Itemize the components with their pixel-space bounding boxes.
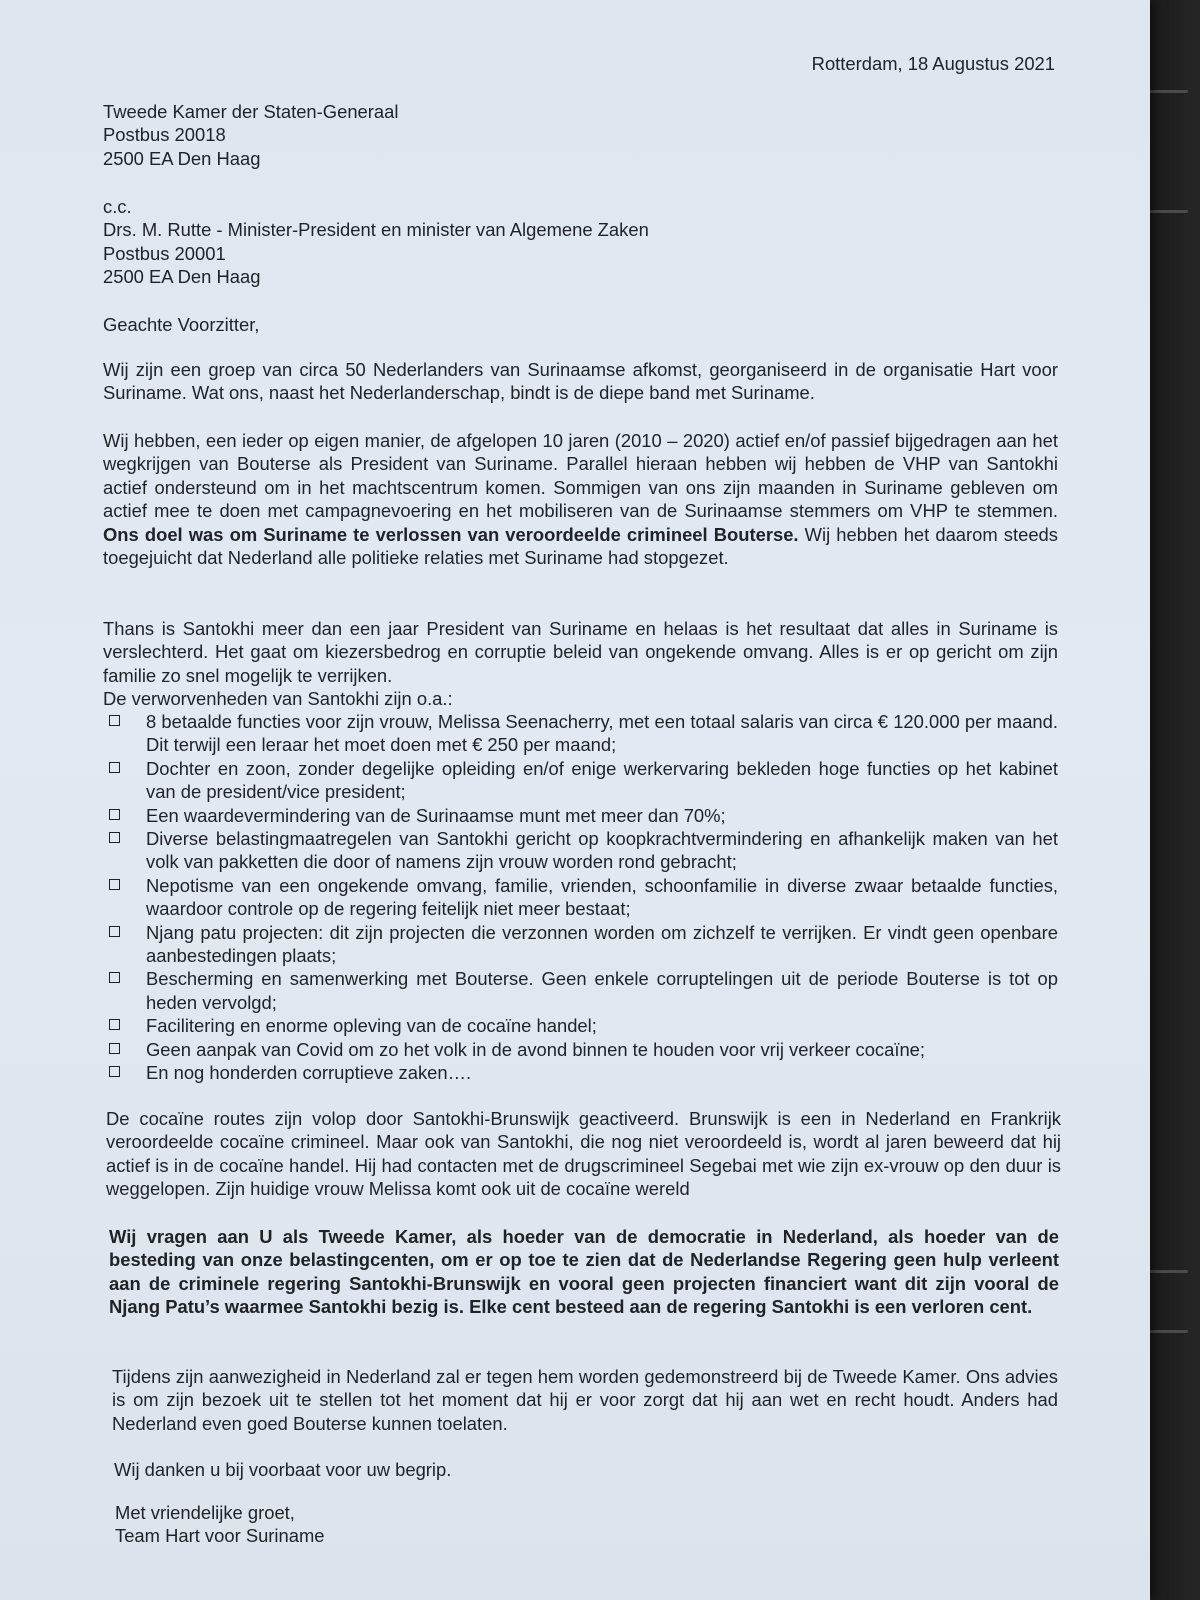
list-item: Diverse belastingmaatregelen van Santokhi gericht op koopkrachtvermindering en afhankelijk maken van het volk van pakketten die door of namens zijn vrouw worden rond gebracht; bbox=[103, 827, 1058, 874]
list-intro: De verworvenheden van Santokhi zijn o.a.: bbox=[103, 688, 453, 709]
checkbox-icon bbox=[109, 926, 120, 937]
list-item: Dochter en zoon, zonder degelijke opleiding en/of enige werkervaring bekleden hoge functies op het kabinet van de president/vice president; bbox=[103, 757, 1058, 804]
list-item: En nog honderden corruptieve zaken…. bbox=[103, 1061, 1058, 1084]
checkbox-icon bbox=[109, 809, 120, 820]
paragraph-cocaine: De cocaïne routes zijn volop door Santokhi-Brunswijk geactiveerd. Brunswijk is een in Nederland en Frankrijk veroordeelde cocaïne crimineel. Maar ook van Santokhi, die nog niet veroordeeld is, wordt al jaren beweerd dat hij actief is in de cocaïne handel. Hij had contacten met de drugscrimineel Segebai met wie zijn ex-vrouw op den duur is weggelopen. Zijn huidige vrouw Melissa komt ook uit de cocaïne wereld bbox=[106, 1108, 1061, 1200]
recipient-name: Tweede Kamer der Staten-Generaal bbox=[103, 101, 399, 122]
paragraph-background-goal: Ons doel was om Suriname te verlossen van veroordeelde crimineel Bouterse. bbox=[103, 523, 799, 545]
recipient-postbus: Postbus 20018 bbox=[103, 124, 226, 146]
list-item: Facilitering en enorme opleving van de cocaïne handel; bbox=[103, 1014, 1058, 1037]
paragraph-request: Wij vragen aan U als Tweede Kamer, als hoeder van de democratie in Nederland, als hoeder van de besteding van onze belastingcenten, om er op toe te zien dat de Nederlandse Regering geen hulp verleent aan de criminele regering Santokhi-Brunswijk en vooral geen projecten financiert want dit zijn vooral de Njang Patu’s waarmee Santokhi bezig is. Elke cent besteed aan de regering Santokhi is een verloren cent. bbox=[109, 1226, 1059, 1318]
recipient-address bbox=[103, 100, 1058, 170]
paragraph-situation: Thans is Santokhi meer dan een jaar President van Suriname en helaas is het resultaat dat alles in Suriname is verslechterd. Het gaat om kiezersbedrog en corruptie beleid van ongekende omvang. Alles is er op gericht om zijn familie zo snel mogelijk te verrijken. bbox=[103, 618, 1058, 686]
checkbox-icon bbox=[109, 832, 120, 843]
list-item: Geen aanpak van Covid om zo het volk in de avond binnen te houden voor vrij verkeer cocaïne; bbox=[103, 1038, 1058, 1061]
paragraph-intro: Wij zijn een groep van circa 50 Nederlanders van Surinaamse afkomst, georganiseerd in de organisatie Hart voor Suriname. Wat ons, naast het Nederlanderschap, bindt is de diepe band met Suriname. bbox=[103, 359, 1058, 404]
list-item: Nepotisme van een ongekende omvang, familie, vrienden, schoonfamilie in diverse zwaar betaalde functies, waardoor controle op de regering feitelijk niet meer bestaat; bbox=[103, 874, 1058, 921]
list-item: Een waardevermindering van de Surinaamse munt met meer dan 70%; bbox=[103, 804, 1058, 827]
letter-date: Rotterdam, 18 Augustus 2021 bbox=[811, 53, 1055, 74]
paragraph-background bbox=[103, 429, 1058, 569]
paragraph-background-text: Wij hebben, een ieder op eigen manier, de afgelopen 10 jaren (2010 – 2020) actief en/of passief bijgedragen aan het wegkrijgen van Bouterse als President van Suriname. Parallel hieraan hebben wij hebben de VHP van Santokhi actief ondersteund om in het machtscentrum komen. Sommigen van ons zijn maanden in Suriname gebleven om actief mee te doen met campagnevoering en het mobiliseren van de Surinaamse stemmers om VHP te stemmen. bbox=[103, 430, 1058, 522]
cc-label: c.c. bbox=[103, 196, 132, 217]
signature: Team Hart voor Suriname bbox=[115, 1525, 325, 1547]
paragraph-demonstration: Tijdens zijn aanwezigheid in Nederland zal er tegen hem worden gedemonstreerd bij de Tweede Kamer. Ons advies is om zijn bezoek uit te stellen tot het moment dat hij er voor zorgt dat hij aan wet en recht houdt. Anders had Nederland even goed Bouterse kunnen toelaten. bbox=[112, 1366, 1058, 1434]
list-item: 8 betaalde functies voor zijn vrouw, Melissa Seenacherry, met een totaal salaris van circa € 120.000 per maand. Dit terwijl een leraar het moet doen met € 250 per maand; bbox=[103, 710, 1058, 757]
checkbox-icon bbox=[109, 879, 120, 890]
salutation: Geachte Voorzitter, bbox=[103, 314, 260, 335]
checkbox-icon bbox=[109, 715, 120, 726]
closing-block bbox=[115, 1501, 1070, 1548]
cc-postbus: Postbus 20001 bbox=[103, 242, 226, 264]
checkbox-icon bbox=[109, 1019, 120, 1030]
paragraph-background-end: Wij hebben het daarom steeds toegejuicht dat Nederland alle politieke relaties met Suriname had stopgezet. bbox=[103, 523, 1058, 569]
paragraph-thanks: Wij danken u bij voorbaat voor uw begrip. bbox=[114, 1459, 452, 1480]
checkbox-icon bbox=[109, 762, 120, 773]
recipient-city: 2500 EA Den Haag bbox=[103, 147, 261, 169]
cc-address bbox=[103, 195, 1058, 289]
checkbox-icon bbox=[109, 972, 120, 983]
list-item: Njang patu projecten: dit zijn projecten die verzonnen worden om zichzelf te verrijken. Er vindt geen openbare aanbestedingen plaats; bbox=[103, 921, 1058, 968]
closing: Met vriendelijke groet, bbox=[115, 1502, 295, 1523]
checkbox-icon bbox=[109, 1066, 120, 1077]
cc-city: 2500 EA Den Haag bbox=[103, 266, 261, 288]
list-item: Bescherming en samenwerking met Bouterse. Geen enkele corruptelingen uit de periode Bouterse is tot op heden vervolgd; bbox=[103, 967, 1058, 1014]
cc-name: Drs. M. Rutte - Minister-President en minister van Algemene Zaken bbox=[103, 219, 649, 241]
checkbox-icon bbox=[109, 1043, 120, 1054]
achievements-list bbox=[103, 710, 1058, 1085]
